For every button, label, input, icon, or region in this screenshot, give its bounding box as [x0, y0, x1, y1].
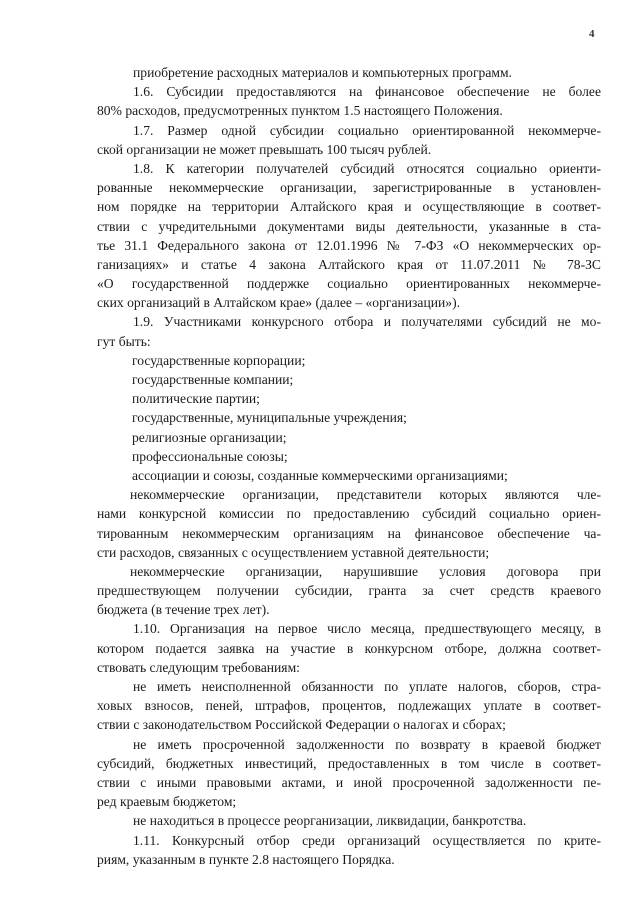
- text-line: ствии с учредительными документами виды деятельности, указанные в ста-: [97, 218, 601, 234]
- text-line: государственные корпорации;: [132, 352, 306, 368]
- text-line: государственные, муниципальные учреждения;: [132, 410, 407, 426]
- text-line: котором подается заявка на участие в конкурсном отборе, должна соответ-: [97, 640, 601, 656]
- text-line: субсидий, бюджетных инвестиций, предоставленных в том числе в соответ-: [97, 755, 601, 771]
- text-line: ствовать следующим требованиям:: [97, 659, 300, 675]
- text-line: не иметь неисполненной обязанности по уплате налогов, сборов, стра-: [133, 679, 601, 694]
- text-line: тированным некоммерческим организациям на финансовое обеспечение ча-: [97, 525, 601, 541]
- text-line: некоммерческие организации, представители которых являются чле-: [130, 487, 601, 503]
- text-line: 1.8. К категории получателей субсидий относятся социально ориенти-: [133, 160, 601, 176]
- text-line: бюджета (в течение трех лет).: [97, 602, 270, 618]
- text-line: ганизациях» и статье 4 закона Алтайского края от 11.07.2011 № 78-ЗС: [97, 256, 601, 272]
- text-line: профессиональные союзы;: [132, 448, 288, 464]
- text-line: тье 31.1 Федерального закона от 12.01.1996 № 7-ФЗ «О некоммерческих ор-: [97, 237, 601, 253]
- document-body: [97, 63, 601, 869]
- text-line: некоммерческие организации, нарушившие условия договора при: [130, 563, 601, 579]
- text-line: ассоциации и союзы, созданные коммерческими организациями;: [132, 467, 508, 483]
- text-line: не находиться в процессе реорганизации, ликвидации, банкротства.: [133, 813, 527, 829]
- text-line: 1.7. Размер одной субсидии социально ориентированной некоммерче-: [133, 122, 601, 138]
- text-line: 1.10. Организация на первое число месяца, предшествующего месяцу, в: [133, 621, 601, 637]
- text-line: предшествующем получении субсидии, гранта за счет средств краевого: [97, 583, 601, 599]
- text-line: гут быть:: [97, 333, 151, 349]
- text-line: 1.11. Конкурсный отбор среди организаций осуществляется по крите-: [133, 832, 601, 848]
- text-line: государственные компании;: [132, 372, 294, 387]
- text-line: ствии с иными правовыми актами, и иной просроченной задолженности пе-: [97, 774, 601, 790]
- text-line: не иметь просроченной задолженности по возврату в краевой бюджет: [133, 736, 601, 752]
- text-line: риям, указанным в пункте 2.8 настоящего Порядка.: [97, 851, 395, 867]
- page-number: 4: [589, 28, 595, 40]
- text-line: 80% расходов, предусмотренных пунктом 1.5 настоящего Положения.: [97, 103, 503, 119]
- text-line: религиозные организации;: [132, 429, 287, 445]
- text-line: «О государственной поддержке социально ориентированных некоммерче-: [97, 276, 601, 292]
- text-line: сти расходов, связанных с осуществлением уставной деятельности;: [97, 544, 490, 560]
- text-line: ской организации не может превышать 100 тысяч рублей.: [97, 141, 432, 157]
- text-line: нами конкурсной комиссии по предоставлению субсидий социально ориен-: [97, 506, 601, 522]
- text-line: политические партии;: [132, 391, 260, 407]
- text-line: 1.9. Участниками конкурсного отбора и получателями субсидий не мо-: [133, 314, 601, 330]
- text-line: приобретение расходных материалов и компьютерных программ.: [133, 65, 512, 80]
- text-line: ских организаций в Алтайском крае» (далее – «организации»).: [97, 295, 461, 311]
- text-line: рованные некоммерческие организации, зарегистрированные в установлен-: [97, 180, 601, 196]
- text-line: ховых взносов, пеней, штрафов, процентов, подлежащих уплате в соответ-: [97, 698, 601, 714]
- text-line: ном порядке на территории Алтайского края и осуществляющие в соответ-: [97, 199, 601, 215]
- text-line: ствии с законодательством Российской Федерации о налогах и сборах;: [97, 717, 506, 733]
- text-line: ред краевым бюджетом;: [97, 794, 237, 810]
- text-line: 1.6. Субсидии предоставляются на финансовое обеспечение не более: [133, 84, 601, 100]
